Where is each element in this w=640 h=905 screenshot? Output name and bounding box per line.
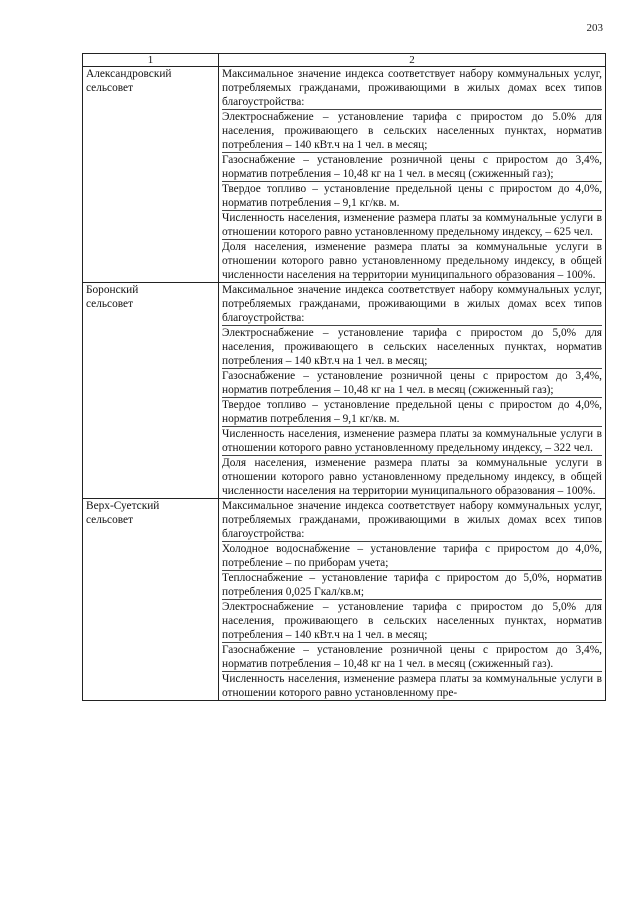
paragraph-electricity: Электроснабжение – установление тарифа с приростом до 5.0% для населения, проживающего в сельских населенных пунктах, норматив потребления – 140 кВт.ч на 1 чел. в месяц; (222, 111, 602, 151)
municipality-name-cell (83, 283, 219, 499)
column-header-2: 2 (219, 54, 606, 67)
paragraph-gas: Газоснабжение – установление розничной цены с приростом до 3,4%, норматив потребления – 10,48 кг на 1 чел. в месяц (сжиженный газ); (222, 154, 602, 180)
paragraph-electricity: Электроснабжение – установление тарифа с приростом до 5,0% для населения, проживающего в сельских населенных пунктах, норматив потребления – 140 кВт.ч на 1 чел. в месяц; (222, 601, 602, 641)
description-cell (219, 499, 606, 701)
description-cell (219, 67, 606, 283)
paragraph-gas: Газоснабжение – установление розничной цены с приростом до 3,4%, норматив потребления – 10,48 кг на 1 чел. в месяц (сжиженный газ); (222, 370, 602, 396)
municipality-name-cell (83, 67, 219, 283)
description-cell (219, 283, 606, 499)
paragraph-cold-water: Холодное водоснабжение – установление тарифа с приростом до 4,0%, потребление – по приборам учета; (222, 543, 602, 569)
paragraph-intro: Максимальное значение индекса соответствует набору коммунальных услуг, потребляемых гражданами, проживающими в жилых домах всех типов благоустройства: (222, 500, 602, 540)
paragraph-heating: Теплоснабжение – установление тарифа с приростом до 5,0%, норматив потребления 0,025 Гкал/кв.м; (222, 572, 602, 598)
municipality-type: сельсовет (86, 298, 134, 310)
municipality-name-cell (83, 499, 219, 701)
municipality-type: сельсовет (86, 82, 134, 94)
paragraph-population: Численность населения, изменение размера платы за коммунальные услуги в отношении которого равно установленному предельному индексу, – 625 чел. (222, 212, 602, 238)
tariff-table (82, 53, 606, 701)
table-row (83, 67, 606, 283)
paragraph-intro: Максимальное значение индекса соответствует набору коммунальных услуг, потребляемых гражданами, проживающими в жилых домах всех типов благоустройства: (222, 68, 602, 108)
municipality-name: Александровский (86, 68, 172, 80)
column-header-1: 1 (83, 54, 219, 67)
table-row (83, 499, 606, 701)
paragraph-solid-fuel: Твердое топливо – установление предельной цены с приростом до 4,0%, норматив потребления – 9,1 кг/кв. м. (222, 183, 602, 209)
paragraph-population: Численность населения, изменение размера платы за коммунальные услуги в отношении которого равно установленному пре- (222, 673, 602, 699)
paragraph-population-share: Доля населения, изменение размера платы за коммунальные услуги в отношении которого равно установленному предельному индексу, в общей численности населения на территории муниципального образования – 100%. (222, 457, 602, 497)
municipality-type: сельсовет (86, 514, 134, 526)
paragraph-gas: Газоснабжение – установление розничной цены с приростом до 3,4%, норматив потребления – 10,48 кг на 1 чел. в месяц (сжиженный газ). (222, 644, 602, 670)
paragraph-population: Численность населения, изменение размера платы за коммунальные услуги в отношении которого равно установленному предельному индексу, – 322 чел. (222, 428, 602, 454)
page-number: 203 (586, 22, 603, 34)
paragraph-population-share: Доля населения, изменение размера платы за коммунальные услуги в отношении которого равно установленному предельному индексу, в общей численности населения на территории муниципального образования – 100%. (222, 241, 602, 281)
paragraph-intro: Максимальное значение индекса соответствует набору коммунальных услуг, потребляемых гражданами, проживающими в жилых домах всех типов благоустройства: (222, 284, 602, 324)
paragraph-solid-fuel: Твердое топливо – установление предельной цены с приростом до 4,0%, норматив потребления – 9,1 кг/кв. м. (222, 399, 602, 425)
paragraph-electricity: Электроснабжение – установление тарифа с приростом до 5,0% для населения, проживающего в сельских населенных пунктах, норматив потребления – 140 кВт.ч на 1 чел. в месяц; (222, 327, 602, 367)
table-header-row (83, 54, 606, 67)
municipality-name: Боронский (86, 284, 139, 296)
municipality-name: Верх-Суетский (86, 500, 160, 512)
table-row (83, 283, 606, 499)
